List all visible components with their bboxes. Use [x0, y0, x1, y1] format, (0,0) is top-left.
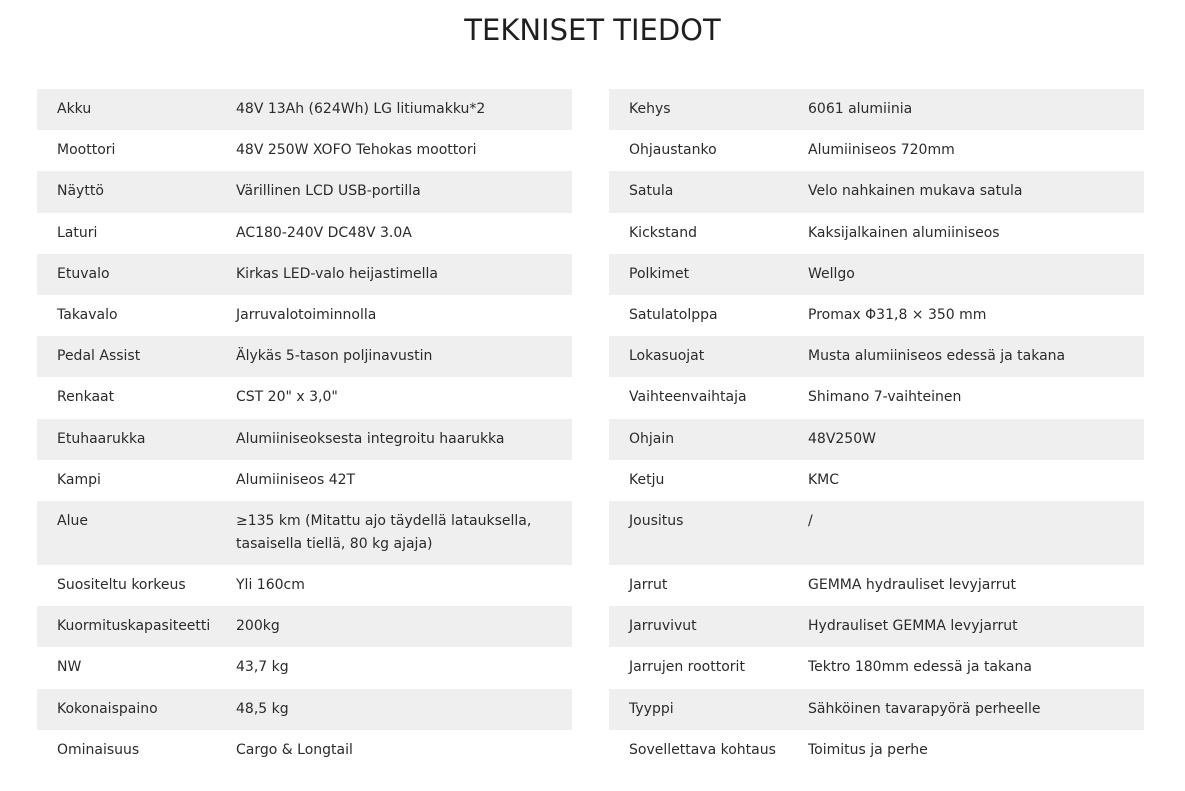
- spec-value: 200kg: [236, 618, 280, 635]
- spec-label: Etuhaarukka: [57, 430, 146, 447]
- spec-value: /: [808, 512, 813, 529]
- spec-value: Musta alumiiniseos edessä ja takana: [808, 348, 1066, 365]
- spec-row: [609, 647, 1144, 688]
- spec-label: Takavalo: [57, 306, 118, 323]
- spec-label: Kickstand: [629, 224, 697, 241]
- spec-row: [37, 89, 572, 130]
- spec-row: [37, 689, 572, 730]
- spec-row: [609, 336, 1144, 377]
- spec-label: Suositeltu korkeus: [57, 577, 186, 594]
- spec-row: [37, 565, 572, 606]
- spec-label: Satula: [629, 183, 674, 200]
- spec-value: ≥135 km (Mitattu ajo täydellä latauksella, tasaisella tiellä, 80 kg ajaja): [236, 512, 532, 552]
- spec-label: Laturi: [57, 224, 98, 241]
- spec-row: [609, 213, 1144, 254]
- spec-row: [37, 606, 572, 647]
- spec-label: Satulatolppa: [629, 306, 718, 323]
- spec-label: Moottori: [57, 142, 116, 159]
- spec-label: Polkimet: [629, 265, 690, 282]
- spec-row: [609, 171, 1144, 212]
- spec-row: [609, 689, 1144, 730]
- spec-label: Lokasuojat: [629, 348, 705, 365]
- spec-row: [37, 419, 572, 460]
- spec-value: Kaksijalkainen alumiiniseos: [808, 224, 1000, 241]
- spec-row: [609, 254, 1144, 295]
- spec-value: Promax Φ31,8 × 350 mm: [808, 306, 987, 323]
- spec-label: Ketju: [629, 471, 665, 488]
- spec-table-left: [37, 89, 572, 771]
- spec-row: [37, 130, 572, 171]
- spec-row: [37, 254, 572, 295]
- spec-row: [37, 295, 572, 336]
- spec-value: Kirkas LED-valo heijastimella: [236, 265, 439, 282]
- spec-value: 48,5 kg: [236, 700, 289, 717]
- spec-label: Kehys: [629, 101, 671, 117]
- spec-row: [37, 213, 572, 254]
- spec-row: [609, 501, 1144, 565]
- spec-value: KMC: [808, 471, 840, 488]
- spec-value: 48V 250W XOFO Tehokas moottori: [236, 142, 477, 159]
- spec-label: Renkaat: [57, 389, 115, 406]
- spec-value: Cargo & Longtail: [236, 741, 353, 758]
- spec-label: Sovellettava kohtaus: [629, 741, 776, 758]
- spec-row: [609, 565, 1144, 606]
- spec-label: Tyyppi: [629, 700, 674, 717]
- spec-value: Värillinen LCD USB-portilla: [236, 183, 421, 200]
- spec-value: 6061 alumiinia: [808, 101, 913, 117]
- spec-row: [609, 377, 1144, 418]
- spec-label: Jarrujen roottorit: [629, 659, 745, 676]
- spec-value: Hydrauliset GEMMA levyjarrut: [808, 618, 1018, 635]
- spec-row: [609, 419, 1144, 460]
- spec-value: 48V 13Ah (624Wh) LG litiumakku*2: [236, 101, 486, 117]
- spec-value: Toimitus ja perhe: [808, 741, 928, 758]
- spec-label: Ohjain: [629, 430, 675, 447]
- spec-value: Sähköinen tavarapyörä perheelle: [808, 700, 1041, 717]
- spec-value: Shimano 7-vaihteinen: [808, 389, 962, 406]
- spec-row: [37, 647, 572, 688]
- spec-label: NW: [57, 659, 82, 676]
- page-title: TEKNISET TIEDOT: [464, 13, 721, 47]
- spec-label: Pedal Assist: [57, 348, 141, 365]
- spec-row: [609, 460, 1144, 501]
- spec-value: Alumiiniseos 42T: [236, 471, 356, 488]
- spec-row: [609, 130, 1144, 171]
- spec-row: [37, 730, 572, 771]
- spec-value: Velo nahkainen mukava satula: [808, 183, 1023, 200]
- spec-value: Alumiiniseos 720mm: [808, 142, 955, 159]
- spec-value: Älykäs 5-tason poljinavustin: [236, 348, 433, 365]
- spec-row: [609, 730, 1144, 771]
- spec-label: Kampi: [57, 471, 101, 488]
- spec-label: Jarruvivut: [629, 618, 697, 635]
- spec-value: AC180-240V DC48V 3.0A: [236, 224, 412, 241]
- spec-table-right: [609, 89, 1144, 771]
- spec-row: [37, 336, 572, 377]
- spec-label: Ohjaustanko: [629, 142, 717, 159]
- spec-row: [609, 89, 1144, 130]
- spec-row: [609, 606, 1144, 647]
- spec-label: Etuvalo: [57, 265, 110, 282]
- spec-value: CST 20" x 3,0": [236, 389, 338, 406]
- spec-value: Yli 160cm: [236, 577, 305, 594]
- spec-row: [609, 295, 1144, 336]
- spec-label: Alue: [57, 512, 88, 529]
- spec-label: Kuormituskapasiteetti: [57, 618, 211, 635]
- spec-label: Jarrut: [629, 577, 668, 594]
- spec-value: Jarruvalotoiminnolla: [236, 306, 377, 323]
- spec-row: [37, 501, 572, 565]
- spec-value: 48V250W: [808, 430, 876, 447]
- spec-label: Jousitus: [629, 512, 684, 529]
- spec-value: Wellgo: [808, 265, 855, 282]
- spec-row: [37, 377, 572, 418]
- spec-value: GEMMA hydrauliset levyjarrut: [808, 577, 1016, 594]
- spec-value: 43,7 kg: [236, 659, 289, 676]
- spec-label: Näyttö: [57, 183, 104, 200]
- spec-row: [37, 171, 572, 212]
- spec-label: Vaihteenvaihtaja: [629, 389, 747, 406]
- spec-label: Akku: [57, 101, 92, 117]
- spec-row: [37, 460, 572, 501]
- spec-label: Ominaisuus: [57, 741, 140, 758]
- spec-value: Alumiiniseoksesta integroitu haarukka: [236, 430, 505, 447]
- spec-label: Kokonaispaino: [57, 700, 158, 717]
- spec-value: Tektro 180mm edessä ja takana: [808, 659, 1032, 676]
